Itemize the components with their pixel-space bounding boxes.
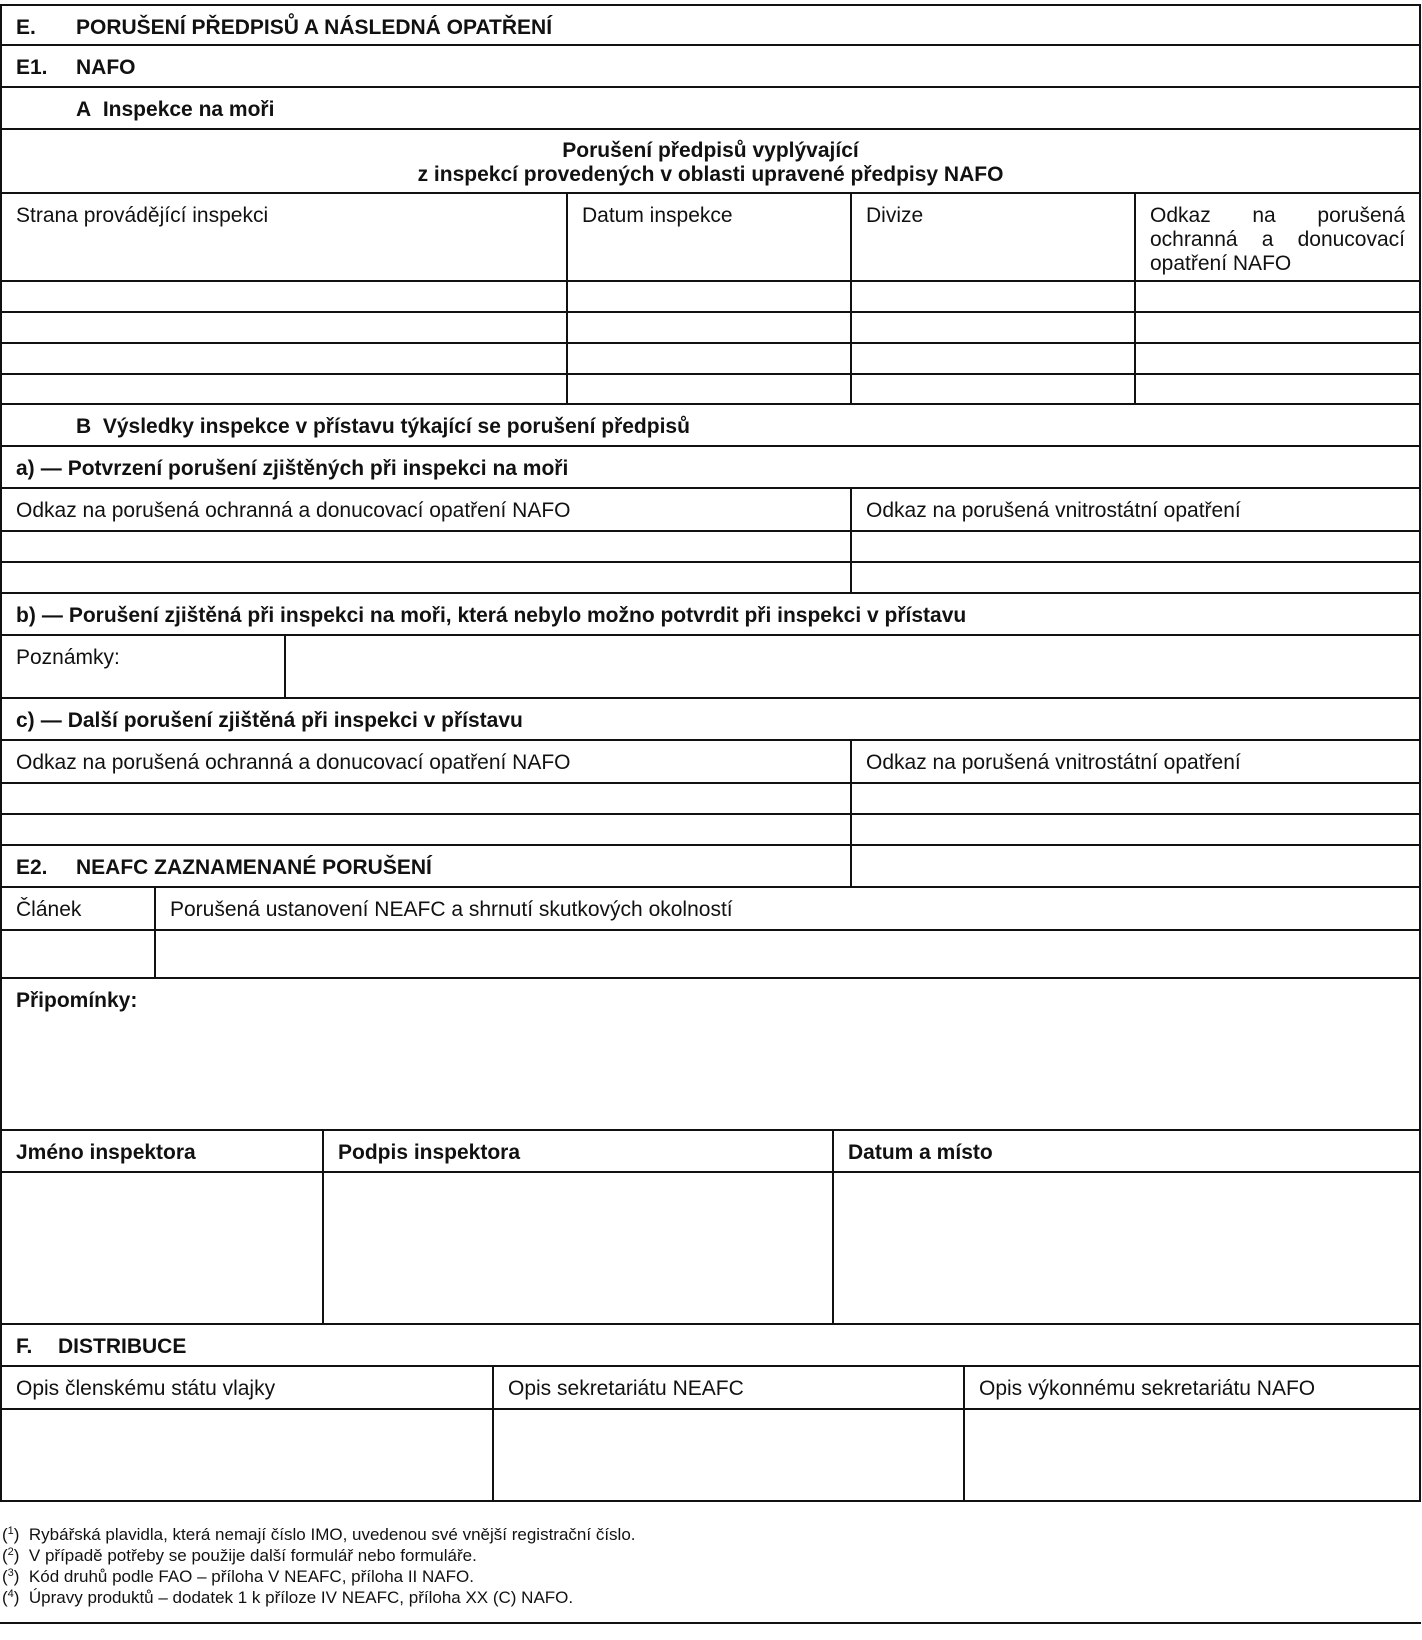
e2-heading-blank — [852, 846, 1419, 886]
entry-inspector-signature[interactable] — [324, 1173, 834, 1323]
col-date-place: Datum a místo — [848, 1141, 993, 1164]
part-a-columns-row — [0, 194, 1421, 282]
part-b-c-entry-row — [0, 784, 1421, 815]
part-b-a-label: a) — [16, 457, 35, 480]
part-a-table-heading-row — [0, 130, 1421, 194]
entry-inspection-date[interactable] — [568, 375, 852, 403]
e2-entry-row — [0, 931, 1421, 979]
e1-heading-row — [0, 46, 1421, 88]
e2-heading — [2, 846, 852, 886]
part-a-heading-line1: Porušení předpisů vyplývající — [562, 139, 859, 162]
e1-heading — [2, 46, 1419, 86]
col-inspection-date: Datum inspekce — [568, 194, 852, 280]
section-e-heading — [2, 6, 1419, 44]
e1-number: E1. — [16, 56, 48, 79]
part-b-a-columns-row — [0, 489, 1421, 532]
footnote-mark: 2 — [7, 1546, 14, 1558]
part-a-entry-row — [0, 375, 1421, 405]
col-flag-state-copy: Opis členskému státu vlajky — [2, 1367, 494, 1408]
part-b-b-dash: — — [41, 604, 63, 627]
entry-domestic-measures[interactable] — [852, 815, 1419, 844]
part-b-a-heading — [2, 447, 1419, 487]
col-nafo-reference: Odkaz na porušená ochranná a donucovací opatření NAFO — [1150, 204, 1405, 275]
part-b-b-heading — [2, 594, 1419, 634]
entry-inspection-date[interactable] — [568, 282, 852, 311]
section-e-heading-row — [0, 4, 1421, 46]
part-b-a-title: Potvrzení porušení zjištěných při inspekci na moři — [67, 457, 569, 480]
e2-number: E2. — [16, 856, 48, 879]
footnotes — [0, 1524, 1421, 1608]
col-domestic-measures: Odkaz na porušená vnitrostátní opatření — [866, 499, 1241, 522]
entry-neafc-secretariat-copy[interactable] — [494, 1410, 965, 1500]
col-nafo-measures: Odkaz na porušená ochranná a donucovací opatření NAFO — [2, 741, 852, 782]
entry-nafo-reference[interactable] — [1136, 313, 1419, 342]
footnote-mark: 1 — [7, 1525, 14, 1537]
part-b-letter: B — [76, 415, 92, 438]
col-inspector-name: Jméno inspektora — [2, 1131, 324, 1171]
inspection-form — [0, 4, 1421, 1502]
entry-domestic-measures[interactable] — [852, 532, 1419, 561]
col-inspecting-party: Strana provádějící inspekci — [2, 194, 568, 280]
footnote-mark: 4 — [7, 1588, 14, 1600]
entry-domestic-measures[interactable] — [852, 563, 1419, 592]
part-a-heading-row — [0, 88, 1421, 130]
entry-nafo-reference[interactable] — [1136, 282, 1419, 311]
col-neafc-provisions: Porušená ustanovení NEAFC a shrnutí skutkových okolností — [170, 898, 733, 921]
part-b-heading — [2, 405, 1419, 445]
entry-inspecting-party[interactable] — [2, 313, 568, 342]
part-a-table-heading — [2, 130, 1419, 192]
col-neafc-secretariat-copy: Opis sekretariátu NEAFC — [494, 1367, 965, 1408]
e2-columns-row — [0, 888, 1421, 931]
signature-entry-row — [0, 1173, 1421, 1325]
part-b-heading-row — [0, 405, 1421, 447]
footnote: ($^3$) Kód druhů podle FAO – příloha V NEAFC, příloha II NAFO. — [2, 1567, 474, 1586]
entry-division[interactable] — [852, 313, 1136, 342]
entry-inspector-name[interactable] — [2, 1173, 324, 1323]
footnote: ($^4$) Úpravy produktů – dodatek 1 k příloze IV NEAFC, příloha XX (C) NAFO. — [2, 1588, 574, 1607]
footnote-text: V případě potřeby se použije další formulář nebo formuláře. — [28, 1546, 477, 1565]
section-e-title: PORUŠENÍ PŘEDPISŮ A NÁSLEDNÁ OPATŘENÍ — [76, 16, 553, 39]
distribution-columns-row — [0, 1367, 1421, 1410]
part-b-c-title: Další porušení zjištěná při inspekci v přístavu — [67, 709, 523, 732]
part-a-title: Inspekce na moři — [102, 98, 275, 121]
part-b-a-heading-row — [0, 447, 1421, 489]
part-a-entry-row — [0, 344, 1421, 375]
part-b-b-heading-row — [0, 594, 1421, 636]
signature-header-row — [0, 1131, 1421, 1173]
entry-nafo-measures[interactable] — [2, 815, 852, 844]
part-b-b-title: Porušení zjištěná při inspekci na moři, která nebylo možno potvrdit při inspekci v přístavu — [68, 604, 967, 627]
footnote: ($^2$) V případě potřeby se použije další formulář nebo formuláře. — [2, 1546, 477, 1565]
part-b-c-dash: — — [40, 709, 62, 732]
footnote-text: Kód druhů podle FAO – příloha V NEAFC, příloha II NAFO. — [28, 1567, 474, 1586]
part-a-entry-row — [0, 313, 1421, 344]
entry-neafc-provisions[interactable] — [156, 931, 1419, 977]
col-domestic-measures: Odkaz na porušená vnitrostátní opatření — [866, 751, 1241, 774]
col-article: Článek — [2, 888, 156, 929]
col-nafo-measures: Odkaz na porušená ochranná a donucovací opatření NAFO — [2, 489, 852, 530]
entry-inspecting-party[interactable] — [2, 282, 568, 311]
remarks-label[interactable]: Připomínky: — [16, 989, 138, 1012]
footnote-text: Rybářská plavidla, která nemají číslo IMO, uvedenou své vnější registrační číslo. — [28, 1525, 636, 1544]
notes-label: Poznámky: — [2, 636, 286, 697]
entry-nafo-measures[interactable] — [2, 563, 852, 592]
part-b-c-columns-row — [0, 741, 1421, 784]
entry-nafo-secretariat-copy[interactable] — [965, 1410, 1419, 1500]
entry-inspection-date[interactable] — [568, 344, 852, 373]
entry-inspection-date[interactable] — [568, 313, 852, 342]
remarks-row — [0, 979, 1421, 1131]
entry-inspecting-party[interactable] — [2, 375, 568, 403]
entry-nafo-measures[interactable] — [2, 532, 852, 561]
part-a-heading — [2, 88, 1419, 128]
entry-division[interactable] — [852, 282, 1136, 311]
entry-date-place[interactable] — [834, 1173, 1419, 1323]
section-e-number: E. — [16, 16, 36, 39]
entry-inspecting-party[interactable] — [2, 344, 568, 373]
section-f-number: F. — [16, 1335, 33, 1358]
entry-flag-state-copy[interactable] — [2, 1410, 494, 1500]
notes-row — [0, 636, 1421, 699]
section-f-title: DISTRIBUCE — [58, 1335, 187, 1358]
entry-nafo-reference[interactable] — [1136, 344, 1419, 373]
entry-nafo-measures[interactable] — [2, 784, 852, 813]
col-division: Divize — [852, 194, 1136, 280]
distribution-entry-row — [0, 1410, 1421, 1502]
footnote: ($^1$) Rybářská plavidla, která nemají číslo IMO, uvedenou své vnější registrační číslo. — [2, 1525, 636, 1544]
part-b-c-heading-row — [0, 699, 1421, 741]
e2-title: NEAFC ZAZNAMENANÉ PORUŠENÍ — [76, 856, 432, 879]
part-a-letter: A — [76, 98, 92, 121]
entry-article[interactable] — [2, 931, 156, 977]
footnote-mark: 3 — [7, 1567, 14, 1579]
col-nafo-secretariat-copy: Opis výkonnému sekretariátu NAFO — [979, 1377, 1316, 1400]
entry-division[interactable] — [852, 375, 1136, 403]
part-b-a-dash: — — [40, 457, 62, 480]
entry-nafo-reference[interactable] — [1136, 375, 1419, 403]
part-b-c-label: c) — [16, 709, 35, 732]
part-b-c-entry-row — [0, 815, 1421, 846]
entry-division[interactable] — [852, 344, 1136, 373]
col-inspector-signature: Podpis inspektora — [324, 1131, 834, 1171]
part-a-entry-row — [0, 282, 1421, 313]
e2-heading-row — [0, 846, 1421, 888]
part-b-title: Výsledky inspekce v přístavu týkající se porušení předpisů — [102, 415, 690, 438]
e1-title: NAFO — [76, 56, 136, 79]
part-a-heading-line2: z inspekcí provedených v oblasti upravené předpisy NAFO — [417, 163, 1004, 186]
notes-field[interactable] — [286, 636, 1419, 697]
footnote-text: Úpravy produktů – dodatek 1 k příloze IV NEAFC, příloha XX (C) NAFO. — [28, 1588, 574, 1607]
part-b-c-heading — [2, 699, 1419, 739]
part-b-a-entry-row — [0, 563, 1421, 594]
part-b-a-entry-row — [0, 532, 1421, 563]
part-b-b-label: b) — [16, 604, 36, 627]
section-f-heading-row — [0, 1325, 1421, 1367]
section-f-heading — [2, 1325, 1419, 1365]
bottom-rule — [0, 1622, 1421, 1624]
entry-domestic-measures[interactable] — [852, 784, 1419, 813]
